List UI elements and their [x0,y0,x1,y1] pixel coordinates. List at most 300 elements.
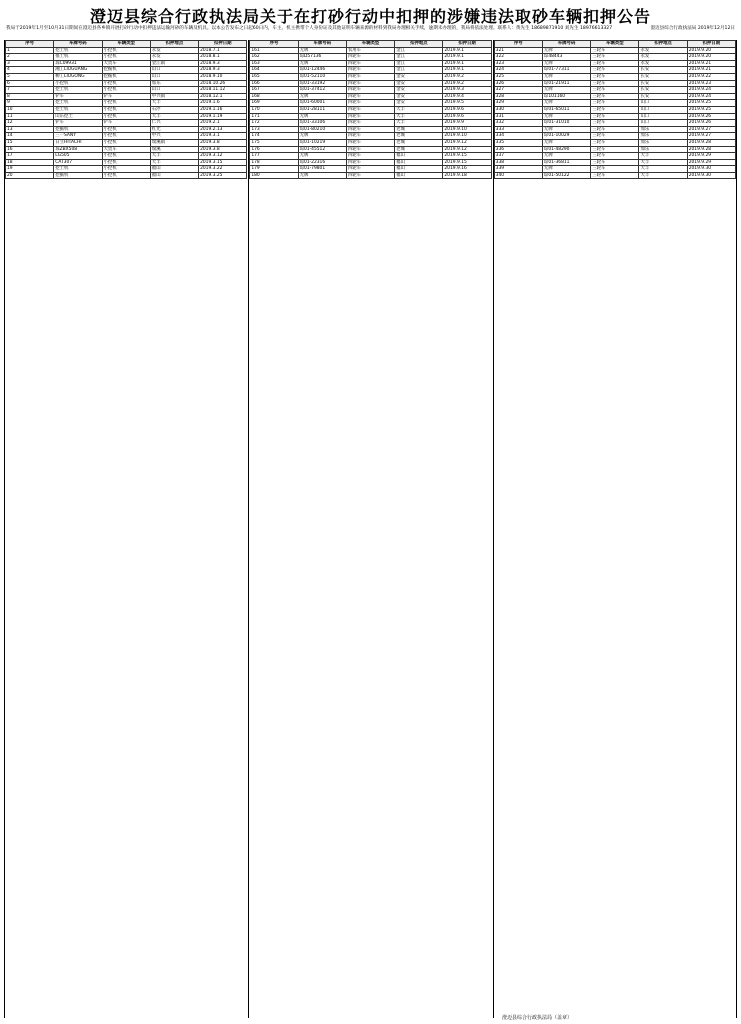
table-cell: 福山 [395,172,443,179]
table-cell: 166 [250,80,298,87]
table-row [250,172,491,179]
table-cell: 3 [6,60,54,67]
table-cell: 大丰 [639,153,687,160]
table-cell: 167 [250,87,298,94]
table-cell: 长安 [639,93,687,100]
table-row [494,113,735,120]
table-cell: 180 [250,172,298,179]
column-header: 车牌号码 [54,41,102,48]
column-header: 车牌号码 [298,41,346,48]
table-cell: 2019.9.26 [687,120,735,127]
table-cell: 三轮车 [591,54,639,61]
table-row [6,133,247,140]
table-cell: 三轮车 [591,67,639,74]
table-row [494,54,735,61]
table-cell: 小挖机 [102,100,150,107]
table-row [494,159,735,166]
table-row [6,100,247,107]
table-cell: 2019.9.26 [687,113,735,120]
table-cell: 330 [494,106,542,113]
table-cell: 2019.9.21 [687,60,735,67]
table-cell: 332 [494,120,542,127]
table-cell: 琼01-80210 [298,126,346,133]
table-cell: 大货车 [102,60,150,67]
table-cell: 2019.1.6 [199,100,247,107]
table-cell: 2019.9.12 [443,139,491,146]
table-cell: 四轮车 [346,146,394,153]
table-row [494,172,735,179]
table-row [250,80,491,87]
table-cell: 推土机 [54,54,102,61]
table-cell: 小挖机 [102,47,150,54]
table-cell: 四轮车 [346,139,394,146]
table-cell: 169 [250,100,298,107]
table-cell: 2019.9.9 [443,120,491,127]
table-cell: 小挖机 [102,139,150,146]
table-cell: 四轮车 [346,60,394,67]
table-cell: 四轮车 [346,87,394,94]
table-cell: 三轮车 [591,106,639,113]
table-cell: 大丰 [150,100,198,107]
table-cell: 山口 [150,73,198,80]
table-cell: 三轮车 [591,87,639,94]
table-row [6,146,247,153]
table-cell: 无牌 [542,87,590,94]
table-row [6,139,247,146]
table-row [250,120,491,127]
table-cell: 小挖机 [102,126,150,133]
table-cell: 2019.9.6 [443,113,491,120]
table-row [6,113,247,120]
table-cell: 长安 [639,67,687,74]
table-cell: 163 [250,60,298,67]
table-cell: 三轮车 [591,93,639,100]
table-cell: 179 [250,166,298,173]
table-cell: 无牌 [298,113,346,120]
table-cell: 20 [6,172,54,179]
column-header: 扣押日期 [199,41,247,48]
table-cell: 山口 [639,113,687,120]
table-cell: 13 [6,126,54,133]
table-cell: 175 [250,139,298,146]
table-row [6,172,247,179]
table-cell: 挖土机 [54,106,102,113]
table-cell: 14 [6,133,54,140]
table-cell: 337 [494,153,542,160]
table-cell: 永发 [639,60,687,67]
table-cell: 2019.9.18 [443,172,491,179]
table-cell: 无牌 [298,153,346,160]
page-title: 澄迈县综合行政执法局关于在打砂行动中扣押的涉嫌违法取砂车辆扣押公告 [89,7,651,26]
table-cell: 2019.9.21 [687,67,735,74]
table-cell: 2019.9.23 [687,80,735,87]
table-cell: 331 [494,113,542,120]
table-cell: 挖土机 [54,100,102,107]
table-cell: 挖掘机 [102,73,150,80]
table-cell: 瑞溪 [150,146,198,153]
table-cell: 加乐 [639,133,687,140]
table-body [250,47,491,179]
table-cell: 4 [6,67,54,74]
table-cell: 金安 [395,100,443,107]
table-cell: 2019.9.6 [443,106,491,113]
table-cell: 2018.12.1 [199,93,247,100]
table-cell: 17 [6,153,54,160]
table-cell: 2019.9.20 [687,47,735,54]
table-cell: 大丰 [395,106,443,113]
table-cell: 18 [6,159,54,166]
table-cell: 19 [6,166,54,173]
table-cell: 加乐 [639,139,687,146]
column-header: 车辆类型 [591,41,639,48]
table-cell: 328 [494,93,542,100]
table-cell: 2019.3.22 [199,166,247,173]
table-cell: 321 [494,47,542,54]
table-cell: 1 [6,47,54,54]
table-cell: 小挖机 [102,106,150,113]
table-cell: 2019.9.15 [443,153,491,160]
table-cell: 2019.3.8 [199,146,247,153]
table-row [6,106,247,113]
table-cell: 2019.9.28 [687,139,735,146]
table-cell: 2019.2.1 [199,120,247,127]
column-header: 扣押地点 [150,41,198,48]
table-cell: 长安 [639,73,687,80]
table-cell: 四轮车 [346,113,394,120]
table-cell: 173 [250,126,298,133]
table-cell: 2019.9.22 [687,73,735,80]
table-row [250,60,491,67]
table-cell: 挖土机 [54,166,102,173]
table-cell: 三轮车 [591,73,639,80]
table-cell: 16 [6,146,54,153]
table-cell: 2018.8.1 [199,54,247,61]
table-row [494,106,735,113]
table-row [250,133,491,140]
table-cell: 无牌 [542,139,590,146]
table-cell: 金安 [395,80,443,87]
table-cell: 小挖机 [102,80,150,87]
table-cell: 四轮车 [346,153,394,160]
table-cell: 2019.9.2 [443,73,491,80]
column-header: 扣押日期 [443,41,491,48]
table-cell: 无牌 [542,166,590,173]
table-cell: 322 [494,54,542,61]
table-row [6,47,247,54]
table-cell: 178 [250,159,298,166]
table-row [494,120,735,127]
vehicle-table [494,40,736,179]
signature: 澄迈县综合行政执法局（盖章） [502,1015,573,1021]
table-cell: 168 [250,93,298,100]
table-row [250,146,491,153]
table-cell: 小挖机 [102,166,150,173]
table-row [250,93,491,100]
table-cell: CAT307 [54,159,102,166]
table-cell: 永发 [639,54,687,61]
table-cell: 161 [250,47,298,54]
table-cell: 金安 [395,93,443,100]
table-body [494,47,735,179]
table-cell: 福山 [395,153,443,160]
table-cell: 琼01-48290 [542,146,590,153]
table-row [250,67,491,74]
table-cell: 农用车 [346,47,394,54]
table-cell: 琼01-77311 [542,67,590,74]
table-cell: 177 [250,153,298,160]
table-row [6,73,247,80]
table-cell: 2019.9.3 [443,87,491,94]
table-cell: 挖掘机 [54,172,102,179]
table-cell: 2019.9.1 [443,54,491,61]
table-cell: 琼01-36811 [542,159,590,166]
table-cell: 2019.9.10 [443,126,491,133]
table-cell: 334 [494,133,542,140]
table-cell: 三轮车 [591,47,639,54]
table-cell: 2018.9.3 [199,67,247,74]
table-cell: 四轮车 [346,166,394,173]
table-row [6,87,247,94]
column-header: 扣押地点 [639,41,687,48]
table-cell: 琼ZBX508 [54,146,102,153]
table-cell: LG505 [54,153,102,160]
header-row [250,41,491,48]
table-cell: 琼01-52110 [298,73,346,80]
table-cell: 四轮车 [346,54,394,61]
table-cell: 无牌 [542,126,590,133]
table-cell: 无牌 [542,60,590,67]
table-cell: 三轮车 [591,133,639,140]
table-cell: 2019.3.15 [199,159,247,166]
table-row [494,126,735,133]
table-column [4,40,247,1018]
table-columns [4,40,737,1018]
table-cell: 永发 [639,47,687,54]
column-header: 序号 [6,41,54,48]
table-cell: 铲车 [54,93,102,100]
table-cell: 2019.9.5 [443,100,491,107]
table-cell: 无牌 [298,93,346,100]
table-cell: 小挖机 [102,133,150,140]
table-cell: 四轮车 [346,67,394,74]
table-cell: 无牌 [542,73,590,80]
table-cell: 三轮车 [591,80,639,87]
table-cell: 三轮车 [591,172,639,179]
table-cell: 无牌 [542,47,590,54]
table-cell: 336 [494,146,542,153]
table-cell: 9 [6,100,54,107]
table-cell: 三轮车 [591,153,639,160]
table-cell: 176 [250,146,298,153]
table-row [494,73,735,80]
table-cell: 2019.9.15 [443,159,491,166]
table-cell: 2019.3.8 [199,139,247,146]
table-cell: 琼101160 [542,93,590,100]
table-cell: 2019.9.30 [687,166,735,173]
table-row [494,47,735,54]
vehicle-table [249,40,491,179]
table-cell: 三轮车 [591,60,639,67]
table-cell: 四轮车 [346,80,394,87]
table-cell: 大丰 [150,159,198,166]
table-row [494,139,735,146]
table-cell: 2019.3.12 [199,153,247,160]
table-row [250,113,491,120]
table-cell: 永发 [150,47,198,54]
table-cell: 琼01-79801 [298,166,346,173]
table-cell: 瑞溪镇 [150,139,198,146]
table-row [494,153,735,160]
table-cell: 10 [6,106,54,113]
table-row [250,54,491,61]
table-body [6,47,247,179]
table-cell: 福山 [150,166,198,173]
table-cell: 四轮车 [346,120,394,127]
table-cell: 四轮车 [346,126,394,133]
table-cell: 挖土机 [54,47,102,54]
table-cell: 340 [494,172,542,179]
table-cell: 四轮车 [346,133,394,140]
table-cell: 2019.9.4 [443,93,491,100]
table-cell: 老城 [395,133,443,140]
table-cell: 加乐 [639,146,687,153]
table-cell: 小挖机 [102,153,150,160]
table-row [6,80,247,87]
table-cell: 2019.9.24 [687,93,735,100]
table-row [250,166,491,173]
table-row [494,60,735,67]
table-cell: 四轮车 [346,73,394,80]
table-cell: 小挖机 [102,172,150,179]
table-cell: 挖土机 [54,87,102,94]
table-cell: 琼01-28111 [298,106,346,113]
table-cell: 339 [494,166,542,173]
table-row [494,166,735,173]
table-cell: 金江 [395,67,443,74]
table-cell: 山口 [639,106,687,113]
table-cell: 大丰 [395,113,443,120]
table-cell: 2019.3.1 [199,133,247,140]
table-cell: 2019.9.2 [443,80,491,87]
table-cell: 山口 [639,100,687,107]
table-cell: 金江 [395,60,443,67]
column-header: 扣押地点 [395,41,443,48]
table-cell: 15 [6,139,54,146]
table-cell: 2019.9.25 [687,100,735,107]
table-cell: 四轮车 [346,172,394,179]
table-cell: 石浮 [150,106,198,113]
table-cell: 333 [494,126,542,133]
table-column [248,40,491,1018]
table-cell: 2019.2.13 [199,126,247,133]
table-cell: 琼01-10029 [542,133,590,140]
table-cell: 小挖机 [102,54,150,61]
table-cell: 铲车 [102,120,150,127]
table-row [494,80,735,87]
table-cell: 琼01-33192 [298,80,346,87]
table-cell: 338 [494,159,542,166]
table-row [6,126,247,133]
table-cell: 小挖机 [54,80,102,87]
table-cell: 长安 [639,87,687,94]
table-cell: 琼01-37412 [298,87,346,94]
table-cell: 172 [250,120,298,127]
table-cell: 红光 [150,126,198,133]
table-row [250,87,491,94]
table-cell: 山口 [150,67,198,74]
table-cell: 金安 [395,73,443,80]
table-cell: 仁兴 [150,120,198,127]
table-cell: 福山 [395,159,443,166]
table-cell: 三轮车 [591,146,639,153]
table-cell: 无牌 [298,47,346,54]
table-cell: 大丰 [639,166,687,173]
table-cell: 三轮车 [591,166,639,173]
table-cell: 琼01-31010 [542,120,590,127]
table-cell: 171 [250,113,298,120]
table-row [494,146,735,153]
table-cell: 2019.1.19 [199,113,247,120]
table-cell: 琼C09931 [54,60,102,67]
table-cell: 琼01-21911 [542,80,590,87]
column-header: 车辆类型 [346,41,394,48]
table-row [250,47,491,54]
table-row [494,87,735,94]
table-cell: 2019.9.1 [443,60,491,67]
table-cell: 329 [494,100,542,107]
table-cell: 琼01-60001 [298,100,346,107]
table-cell: 2018.9.10 [199,73,247,80]
table-cell: 326 [494,80,542,87]
table-cell: 挖掘机 [54,126,102,133]
table-cell: 永发 [150,54,198,61]
table-cell: 长安 [639,80,687,87]
vehicle-table [5,40,247,179]
column-header: 车辆类型 [102,41,150,48]
table-cell: 挖掘机 [102,67,150,74]
table-cell: 四轮车 [346,159,394,166]
table-cell: 2 [6,54,54,61]
table-row [250,100,491,107]
table-cell: 2019.9.29 [687,159,735,166]
table-cell: 老城 [395,126,443,133]
table-cell: 2019.9.25 [687,106,735,113]
table-cell: 2019.9.10 [443,133,491,140]
table-cell: 2018.7.1 [199,47,247,54]
table-cell: 无牌 [298,133,346,140]
table-cell: 174 [250,133,298,140]
table-cell: 164 [250,67,298,74]
table-row [250,106,491,113]
table-cell: 三轮车 [591,126,639,133]
table-cell: 170 [250,106,298,113]
table-cell: 2018.11.12 [199,87,247,94]
table-cell: 335 [494,139,542,146]
table-cell: 小挖机 [102,87,150,94]
table-cell: 琼D57136 [298,54,346,61]
table-cell: 铲车 [102,93,150,100]
table-row [6,54,247,61]
table-cell: 金江镇 [150,60,198,67]
table-cell: 四轮车 [346,100,394,107]
table-cell: 324 [494,67,542,74]
table-cell: 无牌 [542,100,590,107]
table-row [250,73,491,80]
table-row [6,153,247,160]
table-cell: 325 [494,73,542,80]
table-row [250,153,491,160]
table-cell: 大丰 [395,120,443,127]
